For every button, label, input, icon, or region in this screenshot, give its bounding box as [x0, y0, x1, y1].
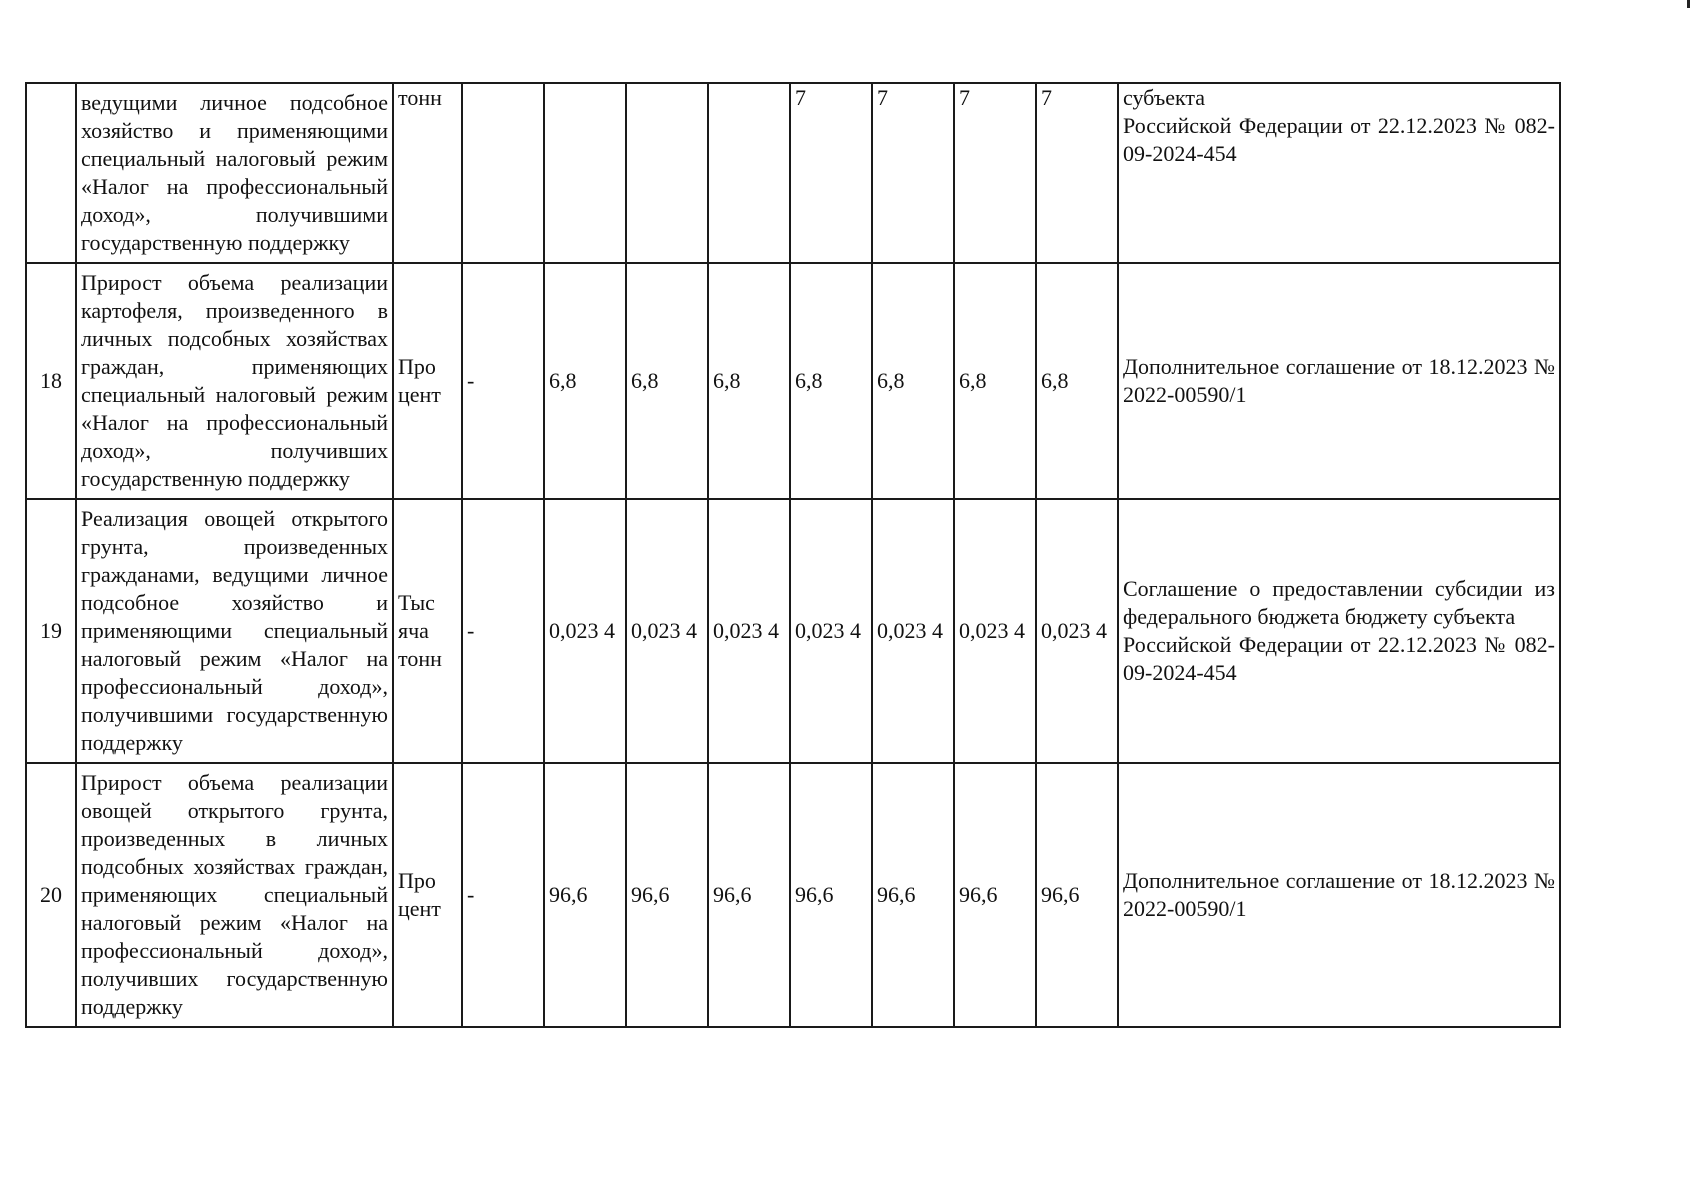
value-cell — [708, 83, 790, 263]
value-cell: 0,023 4 — [954, 499, 1036, 763]
source-line: Российской Федерации от 22.12.2023 № 082-09-2024-454 — [1123, 632, 1555, 685]
source-line: Соглашение о предоставлении субсидии из федерального бюджета бюджету субъекта — [1123, 576, 1555, 629]
unit-cell: Тыс яча тонн — [393, 499, 462, 763]
base-value: - — [462, 499, 544, 763]
row-number — [26, 83, 76, 263]
indicators-table — [25, 82, 1561, 1028]
table-row — [26, 83, 1560, 263]
source-document — [1118, 763, 1560, 1027]
base-value: - — [462, 763, 544, 1027]
value-cell: 7 — [1036, 83, 1118, 263]
value-cell: 6,8 — [544, 263, 626, 499]
value-cell: 7 — [790, 83, 872, 263]
source-document — [1118, 499, 1560, 763]
unit-cell: Про цент — [393, 263, 462, 499]
source-document — [1118, 263, 1560, 499]
value-cell: 96,6 — [708, 763, 790, 1027]
row-number: 20 — [26, 763, 76, 1027]
source-line: Дополнительное соглашение от 18.12.2023 № 2022-00590/1 — [1123, 354, 1555, 407]
indicator-name: Прирост объема реализации овощей открытого грунта, произведенных в личных подсобных хозяйствах граждан, применяющих специальный налоговый режим «Налог на профессиональный доход», получивших государственную поддержку — [76, 763, 393, 1027]
base-value — [462, 83, 544, 263]
value-cell — [626, 83, 708, 263]
value-cell: 0,023 4 — [790, 499, 872, 763]
base-value: - — [462, 263, 544, 499]
unit-cell: тонн — [393, 83, 462, 263]
value-cell: 96,6 — [790, 763, 872, 1027]
scan-mark — [1687, 0, 1690, 8]
table-row — [26, 763, 1560, 1027]
value-cell: 96,6 — [954, 763, 1036, 1027]
table-row — [26, 263, 1560, 499]
value-cell: 96,6 — [1036, 763, 1118, 1027]
value-cell: 0,023 4 — [626, 499, 708, 763]
value-cell: 6,8 — [954, 263, 1036, 499]
source-document — [1118, 83, 1560, 263]
table-row — [26, 499, 1560, 763]
value-cell: 96,6 — [872, 763, 954, 1027]
indicator-name: ведущими личное подсобное хозяйство и применяющими специальный налоговый режим «Налог на профессиональный доход», получившими государственную поддержку — [76, 83, 393, 263]
unit-cell: Про цент — [393, 763, 462, 1027]
value-cell: 0,023 4 — [544, 499, 626, 763]
value-cell: 6,8 — [708, 263, 790, 499]
value-cell: 6,8 — [872, 263, 954, 499]
value-cell: 96,6 — [626, 763, 708, 1027]
value-cell: 6,8 — [626, 263, 708, 499]
value-cell — [544, 83, 626, 263]
value-cell: 6,8 — [790, 263, 872, 499]
source-line: Российской Федерации от 22.12.2023 № 082-09-2024-454 — [1123, 113, 1555, 166]
row-number: 19 — [26, 499, 76, 763]
source-line: субъекта — [1123, 85, 1206, 110]
indicator-name: Прирост объема реализации картофеля, произведенного в личных подсобных хозяйствах граждан, применяющих специальный налоговый режим «Налог на профессиональный доход», получивших государственную поддержку — [76, 263, 393, 499]
value-cell: 0,023 4 — [1036, 499, 1118, 763]
value-cell: 6,8 — [1036, 263, 1118, 499]
value-cell: 0,023 4 — [708, 499, 790, 763]
value-cell: 96,6 — [544, 763, 626, 1027]
indicator-name: Реализация овощей открытого грунта, произведенных гражданами, ведущими личное подсобное хозяйство и применяющими специальный налоговый режим «Налог на профессиональный доход», получившими государственную поддержку — [76, 499, 393, 763]
value-cell: 7 — [872, 83, 954, 263]
row-number: 18 — [26, 263, 76, 499]
value-cell: 7 — [954, 83, 1036, 263]
value-cell: 0,023 4 — [872, 499, 954, 763]
source-line: Дополнительное соглашение от 18.12.2023 № 2022-00590/1 — [1123, 868, 1555, 921]
